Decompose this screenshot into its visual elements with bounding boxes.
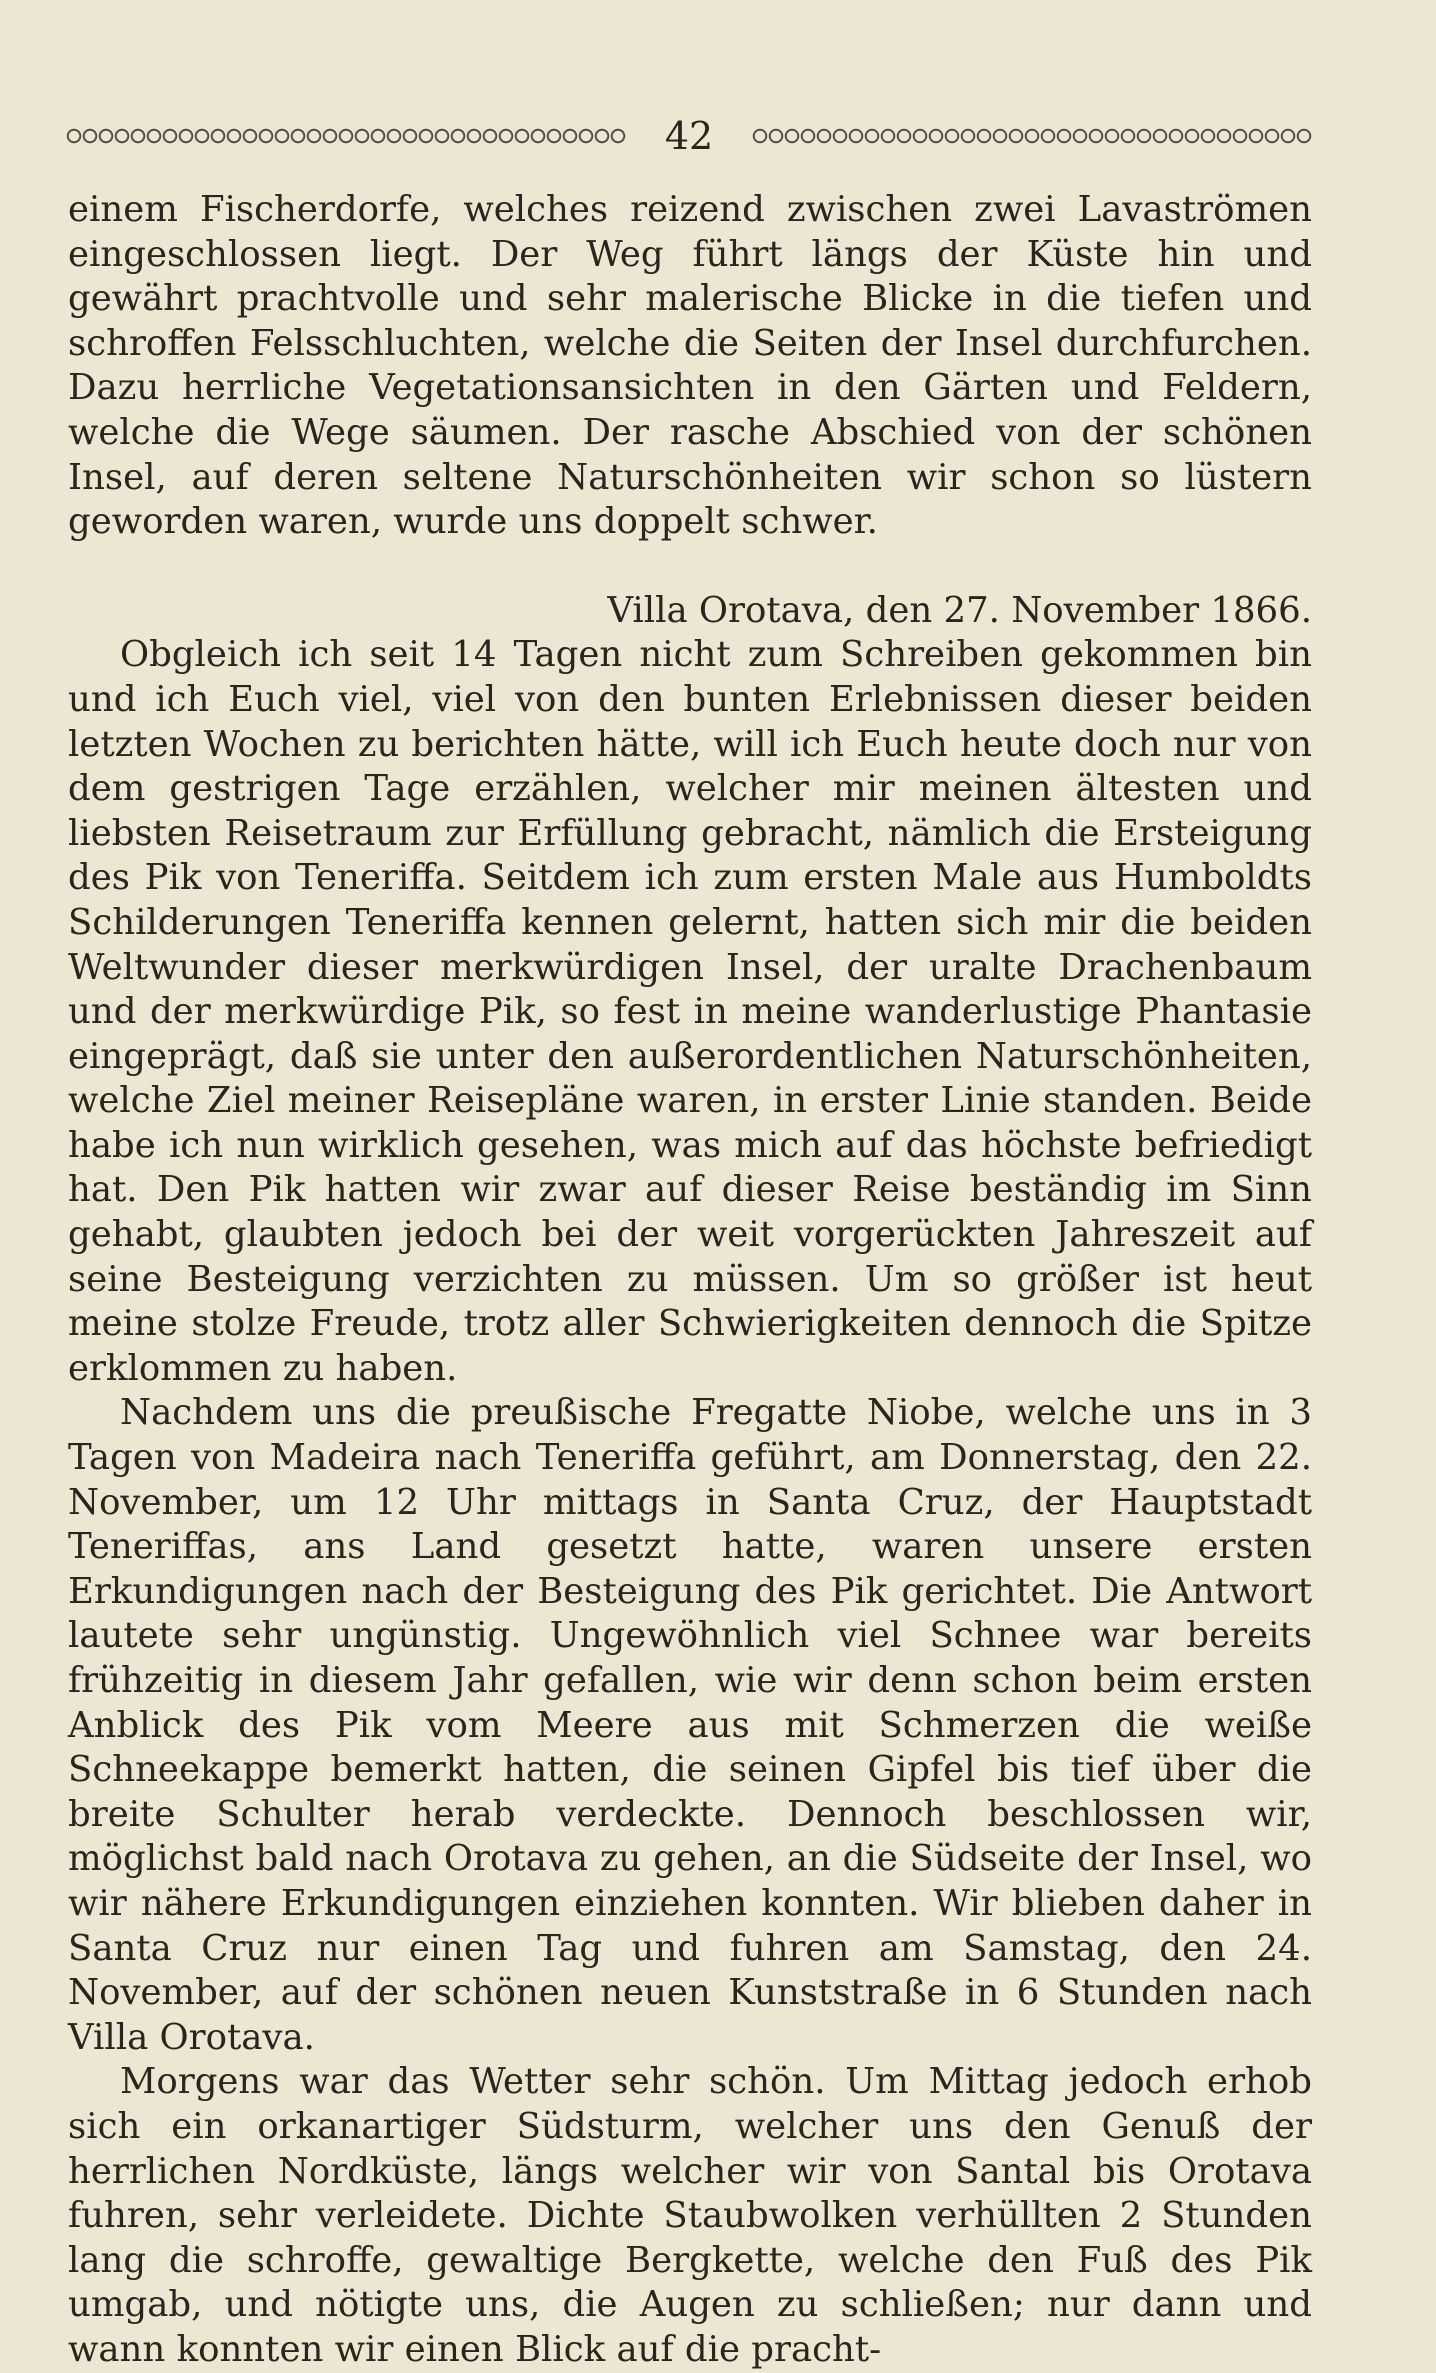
ornament-left-icon xyxy=(66,125,626,147)
paragraph: Nachdem uns die preußische Fregatte Niobe, welche uns in 3 Tagen von Madeira nach Teneriffa geführt, am Donnerstag, den 22. November, um 12 Uhr mittags in Santa Cruz, der Hauptstadt Teneriffas, ans Land gesetzt hatte, waren unsere ersten Erkundigungen nach der Besteigung des Pik gerichtet. Die Antwort lautete sehr ungünstig. Ungewöhnlich viel Schnee war bereits frühzeitig in diesem Jahr gefallen, wie wir denn schon beim ersten Anblick des Pik vom Meere aus mit Schmerzen die weiße Schneekappe bemerkt hatten, die seinen Gipfel bis tief über die breite Schulter herab verdeckte. Dennoch beschlossen wir, möglichst bald nach Orotava zu gehen, an die Südseite der Insel, wo wir nähere Erkundigungen einziehen konnten. Wir blieben daher in Santa Cruz nur einen Tag und fuhren am Samstag, den 24. November, auf der schönen neuen Kunststraße in 6 Stunden nach Villa Orotava. xyxy=(68,1392,1312,2058)
paragraph: Obgleich ich seit 14 Tagen nicht zum Schreiben gekommen bin und ich Euch viel, viel von den bunten Erlebnissen dieser beiden letzten Wochen zu berichten hätte, will ich Euch heute doch nur von dem gestrigen Tage erzählen, welcher mir meinen ältesten und liebsten Reisetraum zur Erfüllung gebracht, nämlich die Ersteigung des Pik von Teneriffa. Seitdem ich zum ersten Male aus Humboldts Schilderungen Teneriffa kennen gelernt, hatten sich mir die beiden Weltwunder dieser merkwürdigen Insel, der uralte Drachenbaum und der merkwürdige Pik, so fest in meine wanderlustige Phantasie eingeprägt, daß sie unter den außerordentlichen Naturschönheiten, welche Ziel meiner Reisepläne waren, in erster Linie standen. Beide habe ich nun wirklich gesehen, was mich auf das höchste befriedigt hat. Den Pik hatten wir zwar auf dieser Reise beständig im Sinn gehabt, glaubten jedoch bei der weit vorgerückten Jahreszeit auf seine Besteigung verzichten zu müssen. Um so größer ist heut meine stolze Freude, trotz aller Schwierigkeiten dennoch die Spitze erklommen zu haben. xyxy=(68,634,1312,1389)
page-header xyxy=(66,106,1312,166)
ornament-right-icon xyxy=(752,125,1312,147)
paragraph: Morgens war das Wetter sehr schön. Um Mittag jedoch erhob sich ein orkanartiger Südsturm, welcher uns den Genuß der herrlichen Nordküste, längs welcher wir von Santal bis Orotava fuhren, sehr verleidete. Dichte Staubwolken verhüllten 2 Stunden lang die schroffe, gewaltige Bergkette, welche den Fuß des Pik umgab, und nötigte uns, die Augen zu schließen; nur dann und wann konnten wir einen Blick auf die pracht- xyxy=(68,2061,1312,2370)
page-number: 42 xyxy=(664,114,714,158)
dateline: Villa Orotava, den 27. November 1866. xyxy=(607,589,1312,631)
body-text xyxy=(68,188,1312,2373)
paragraph-continuation: einem Fischerdorfe, welches reizend zwischen zwei Lavaströmen eingeschlossen liegt. Der Weg führt längs der Küste hin und gewährt prachtvolle und sehr malerische Blicke in die tiefen und schroffen Felsschluchten, welche die Seiten der Insel durchfurchen. Dazu herrliche Vegetationsansichten in den Gärten und Feldern, welche die Wege säumen. Der rasche Abschied von der schönen Insel, auf deren seltene Naturschönheiten wir schon so lüstern geworden waren, wurde uns doppelt schwer. xyxy=(68,189,1312,543)
